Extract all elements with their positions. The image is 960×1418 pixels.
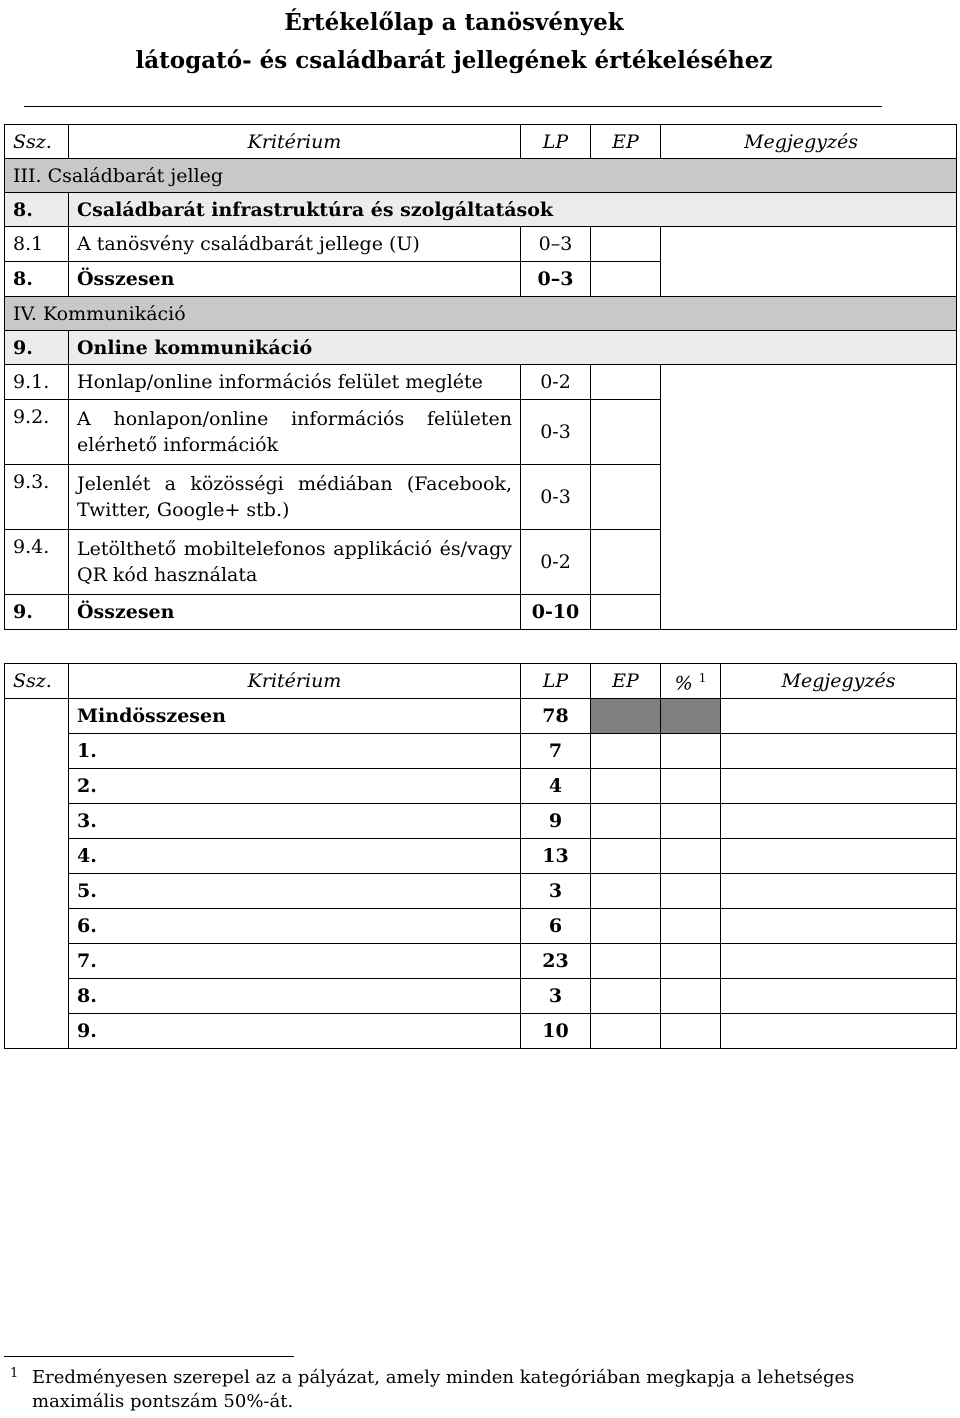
table-header-row [5, 125, 957, 159]
row-megjegyzes [661, 400, 957, 465]
table-row [5, 227, 957, 262]
header-percent: % $^1$ [661, 664, 721, 699]
row-lp: 9 [521, 804, 591, 839]
footnote-text: Eredményesen szerepel az a pályázat, amely minden kategóriában megkapja a lehetséges maximális pontszám 50%-át. [32, 1367, 855, 1412]
row-percent [661, 874, 721, 909]
section-title: IV. Kommunikáció [5, 297, 957, 331]
row-ssz [5, 804, 69, 839]
row-lp: 0–3 [521, 262, 591, 297]
row-lp: 0-10 [521, 595, 591, 630]
row-megjegyzes [661, 365, 957, 400]
table-row [5, 365, 957, 400]
row-megjegyzes [721, 944, 957, 979]
row-label: Honlap/online információs felület megléte [69, 365, 521, 400]
row-ep [591, 595, 661, 630]
row-ep [591, 365, 661, 400]
footnote-reference: 1 [698, 671, 707, 686]
row-ssz: 8.1 [5, 227, 69, 262]
row-label: 3. [69, 804, 521, 839]
table-row [5, 769, 957, 804]
row-lp: 6 [521, 909, 591, 944]
table-row [5, 909, 957, 944]
row-ssz: 9.1. [5, 365, 69, 400]
row-label: 9. [69, 1014, 521, 1049]
row-label: A tanösvény családbarát jellege (U) [69, 227, 521, 262]
footnote-mark: 1 [10, 1366, 19, 1381]
row-label: 5. [69, 874, 521, 909]
header-ep: EP [591, 125, 661, 159]
row-megjegyzes [721, 734, 957, 769]
subsection-row [5, 193, 957, 227]
row-megjegyzes [661, 595, 957, 630]
table-row [5, 839, 957, 874]
row-ep [591, 909, 661, 944]
row-ep-shaded [591, 699, 661, 734]
row-lp: 0-3 [521, 465, 591, 530]
table-row [5, 465, 957, 530]
table-row [5, 874, 957, 909]
row-ep [591, 839, 661, 874]
row-ep [591, 734, 661, 769]
header-ssz: Ssz. [5, 664, 69, 699]
header-kriterium: Kritérium [69, 125, 521, 159]
table-header-row [5, 664, 957, 699]
row-ep [591, 400, 661, 465]
row-megjegyzes [721, 839, 957, 874]
row-megjegyzes [721, 699, 957, 734]
row-percent [661, 839, 721, 874]
row-label: 6. [69, 909, 521, 944]
row-lp: 0–3 [521, 227, 591, 262]
summary-table [4, 663, 957, 1049]
row-ssz [5, 839, 69, 874]
row-ep [591, 979, 661, 1014]
header-ssz: Ssz. [5, 125, 69, 159]
criteria-table [4, 124, 957, 630]
row-lp: 3 [521, 874, 591, 909]
total-row [5, 595, 957, 630]
table-row [5, 979, 957, 1014]
row-ep [591, 465, 661, 530]
row-megjegyzes [721, 979, 957, 1014]
row-megjegyzes [661, 262, 957, 297]
row-ep [591, 804, 661, 839]
section-title: III. Családbarát jelleg [5, 159, 957, 193]
header-megjegyzes: Megjegyzés [721, 664, 957, 699]
row-lp: 0-2 [521, 530, 591, 595]
row-ssz: 9.2. [5, 400, 69, 465]
row-label: Mindösszesen [69, 699, 521, 734]
row-label: Összesen [69, 595, 521, 630]
row-megjegyzes [721, 874, 957, 909]
row-percent [661, 804, 721, 839]
row-ssz [5, 874, 69, 909]
row-ep [591, 1014, 661, 1049]
row-ep [591, 944, 661, 979]
row-ep [591, 769, 661, 804]
row-lp: 0-2 [521, 365, 591, 400]
row-ssz: 9.4. [5, 530, 69, 595]
row-label: 1. [69, 734, 521, 769]
row-megjegyzes [721, 909, 957, 944]
table-row [5, 530, 957, 595]
row-ssz: 9.3. [5, 465, 69, 530]
total-row [5, 262, 957, 297]
row-label: 8. [69, 979, 521, 1014]
row-megjegyzes [661, 465, 957, 530]
row-ssz [5, 769, 69, 804]
row-lp: 78 [521, 699, 591, 734]
subsection-row [5, 331, 957, 365]
table-row [5, 944, 957, 979]
row-megjegyzes [721, 769, 957, 804]
row-ssz [5, 734, 69, 769]
table-row [5, 734, 957, 769]
row-lp: 0-3 [521, 400, 591, 465]
row-ssz [5, 699, 69, 734]
footnote-rule [4, 1356, 294, 1357]
row-lp: 4 [521, 769, 591, 804]
subsection-title: Online kommunikáció [69, 331, 957, 365]
row-percent [661, 944, 721, 979]
row-lp: 7 [521, 734, 591, 769]
subsection-title: Családbarát infrastruktúra és szolgáltatások [69, 193, 957, 227]
table-row [5, 1014, 957, 1049]
row-ssz [5, 944, 69, 979]
section-row [5, 159, 957, 193]
title-line-2: látogató- és családbarát jellegének értékeléséhez [135, 47, 773, 74]
grand-total-row [5, 699, 957, 734]
row-ssz: 8. [5, 262, 69, 297]
row-ep [591, 262, 661, 297]
row-percent [661, 1014, 721, 1049]
row-ssz [5, 979, 69, 1014]
row-label: A honlapon/online információs felületen elérhető információk [69, 400, 521, 465]
row-ep [591, 530, 661, 595]
row-percent [661, 979, 721, 1014]
row-percent [661, 769, 721, 804]
header-ep: EP [591, 664, 661, 699]
row-ep [591, 874, 661, 909]
row-megjegyzes [721, 1014, 957, 1049]
row-lp: 3 [521, 979, 591, 1014]
title-rule [24, 106, 882, 107]
row-percent-shaded [661, 699, 721, 734]
row-ssz: 8. [5, 193, 69, 227]
row-percent [661, 734, 721, 769]
row-megjegyzes [661, 530, 957, 595]
page-title [0, 4, 908, 80]
row-lp: 10 [521, 1014, 591, 1049]
row-ssz: 9. [5, 331, 69, 365]
row-ep [591, 227, 661, 262]
header-megjegyzes: Megjegyzés [661, 125, 957, 159]
row-ssz [5, 909, 69, 944]
header-lp: LP [521, 664, 591, 699]
row-lp: 23 [521, 944, 591, 979]
row-lp: 13 [521, 839, 591, 874]
section-row [5, 297, 957, 331]
row-label: 4. [69, 839, 521, 874]
row-label: 7. [69, 944, 521, 979]
table-row [5, 400, 957, 465]
row-ssz [5, 1014, 69, 1049]
row-megjegyzes [661, 227, 957, 262]
row-label: Összesen [69, 262, 521, 297]
row-ssz: 9. [5, 595, 69, 630]
summary-rows [5, 734, 957, 1049]
row-label: 2. [69, 769, 521, 804]
row-label: Jelenlét a közösségi médiában (Facebook, Twitter, Google+ stb.) [69, 465, 521, 530]
row-label: Letölthető mobiltelefonos applikáció és/vagy QR kód használata [69, 530, 521, 595]
title-line-1: Értékelőlap a tanösvények [284, 9, 624, 36]
row-megjegyzes [721, 804, 957, 839]
table-row [5, 804, 957, 839]
header-lp: LP [521, 125, 591, 159]
header-kriterium: Kritérium [69, 664, 521, 699]
row-percent [661, 909, 721, 944]
